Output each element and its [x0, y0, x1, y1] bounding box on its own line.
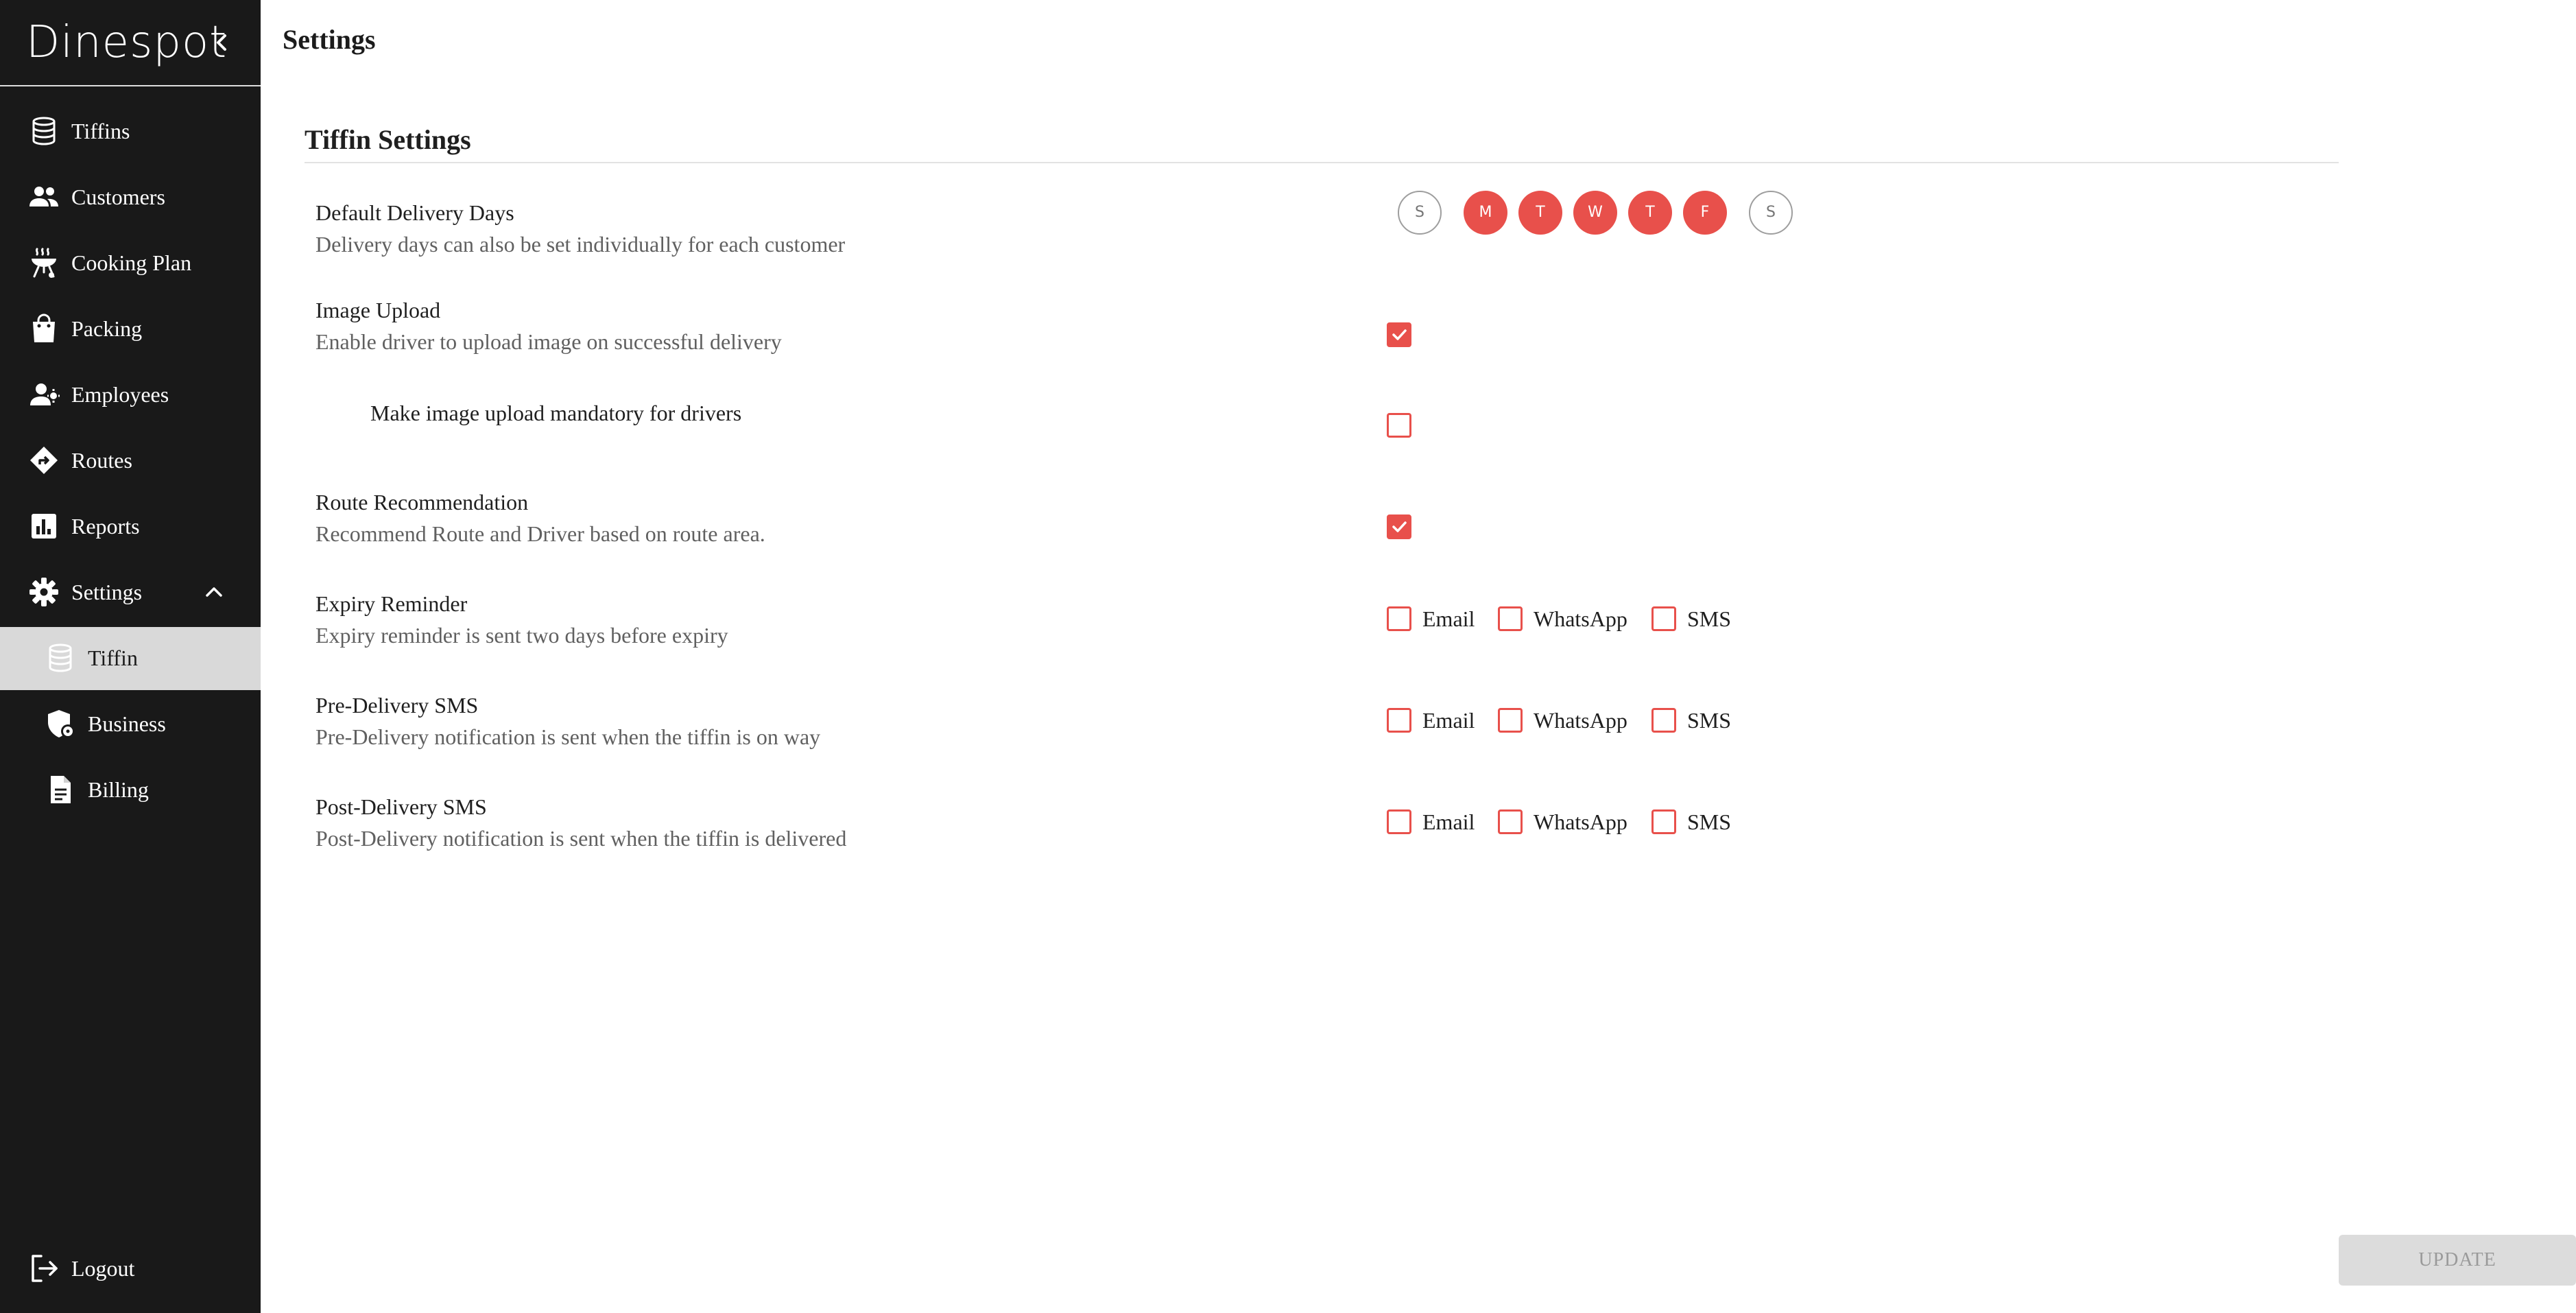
option-label: Email: [1422, 708, 1475, 733]
grill-icon: [27, 246, 60, 279]
day-toggle-monday[interactable]: M: [1464, 191, 1507, 235]
sms-checkbox[interactable]: [1651, 606, 1676, 631]
checkmark-icon: [1390, 326, 1408, 344]
email-checkbox[interactable]: [1387, 606, 1411, 631]
section-divider: [305, 162, 2339, 163]
setting-title: Expiry Reminder: [315, 591, 468, 616]
sidebar-item-label: Settings: [71, 580, 143, 604]
sidebar-item-label: Cooking Plan: [71, 250, 192, 275]
setting-title: Make image upload mandatory for drivers: [370, 401, 742, 425]
setting-title: Pre-Delivery SMS: [315, 693, 479, 718]
setting-description: Recommend Route and Driver based on route area.: [315, 521, 765, 546]
sidebar-subitem-billing[interactable]: [0, 759, 261, 820]
option-label: WhatsApp: [1534, 708, 1627, 733]
whatsapp-checkbox[interactable]: [1498, 606, 1523, 631]
setting-title: Image Upload: [315, 298, 441, 322]
route-recommendation-checkbox[interactable]: [1387, 514, 1411, 539]
day-toggle-sunday[interactable]: S: [1398, 191, 1442, 235]
sidebar-item-label: Tiffin: [88, 646, 138, 670]
collapse-sidebar-button[interactable]: [213, 26, 229, 59]
setting-description: Enable driver to upload image on successful delivery: [315, 329, 782, 354]
brand-header: [0, 0, 261, 86]
chevron-up-icon: [203, 581, 225, 603]
sidebar-subitem-tiffin[interactable]: [0, 627, 261, 690]
sidebar-item-label: Reports: [71, 514, 140, 539]
sidebar-item-label: Packing: [71, 316, 143, 341]
image-upload-checkbox[interactable]: [1387, 322, 1411, 347]
shopping-bag-icon: [27, 312, 60, 345]
sidebar-item-label: Tiffins: [71, 119, 130, 143]
gear-icon: [27, 576, 60, 608]
setting-description: Post-Delivery notification is sent when the tiffin is delivered: [315, 826, 847, 851]
tiffin-stack-icon: [44, 641, 77, 674]
sidebar-subitem-business[interactable]: [0, 693, 261, 755]
sidebar-item-routes[interactable]: [0, 429, 261, 491]
logout-button[interactable]: [0, 1238, 261, 1299]
section-title: Tiffin Settings: [305, 124, 471, 155]
email-checkbox[interactable]: [1387, 809, 1411, 834]
setting-description: Delivery days can also be set individually for each customer: [315, 232, 846, 257]
day-toggle-tuesday[interactable]: T: [1518, 191, 1562, 235]
dinespot-logo: Dinespot: [26, 17, 228, 68]
setting-description: Pre-Delivery notification is sent when the tiffin is on way: [315, 724, 821, 749]
option-label: SMS: [1687, 708, 1732, 733]
sidebar-item-label: Business: [88, 711, 166, 736]
update-button[interactable]: UPDATE: [2339, 1235, 2576, 1286]
setting-title: Route Recommendation: [315, 490, 529, 514]
shield-gear-icon: [44, 707, 77, 740]
employees-icon: [27, 378, 60, 411]
day-toggle-thursday[interactable]: T: [1628, 191, 1672, 235]
sidebar-item-customers[interactable]: [0, 166, 261, 228]
option-label: WhatsApp: [1534, 809, 1627, 834]
checkmark-icon: [1390, 518, 1408, 536]
bar-chart-icon: [27, 510, 60, 543]
sms-checkbox[interactable]: [1651, 809, 1676, 834]
people-icon: [27, 180, 60, 213]
option-label: WhatsApp: [1534, 606, 1627, 631]
tiffin-stack-icon: [27, 115, 60, 147]
logout-icon: [27, 1252, 60, 1285]
chevron-left-icon: [213, 26, 229, 59]
sidebar-item-packing[interactable]: [0, 298, 261, 359]
day-toggle-wednesday[interactable]: W: [1573, 191, 1617, 235]
sidebar-item-label: Employees: [71, 382, 169, 407]
sidebar-item-label: Billing: [88, 777, 149, 802]
setting-title: Post-Delivery SMS: [315, 794, 487, 819]
sidebar-item-label: Customers: [71, 185, 165, 209]
option-label: SMS: [1687, 809, 1732, 834]
day-toggle-friday[interactable]: F: [1683, 191, 1727, 235]
sidebar-item-label: Routes: [71, 448, 132, 473]
sidebar-item-employees[interactable]: [0, 364, 261, 425]
logout-label: Logout: [71, 1256, 135, 1281]
sidebar: [0, 0, 261, 1313]
sidebar-item-cooking-plan[interactable]: [0, 232, 261, 294]
document-icon: [44, 773, 77, 806]
image-upload-mandatory-checkbox[interactable]: [1387, 413, 1411, 438]
sms-checkbox[interactable]: [1651, 708, 1676, 733]
email-checkbox[interactable]: [1387, 708, 1411, 733]
directions-icon: [27, 444, 60, 477]
day-toggle-saturday[interactable]: S: [1749, 191, 1793, 235]
setting-title: Default Delivery Days: [315, 200, 514, 225]
setting-description: Expiry reminder is sent two days before expiry: [315, 623, 728, 648]
sidebar-item-settings[interactable]: [0, 561, 261, 623]
option-label: Email: [1422, 606, 1475, 631]
sidebar-item-reports[interactable]: [0, 495, 261, 557]
whatsapp-checkbox[interactable]: [1498, 708, 1523, 733]
page-title: Settings: [283, 24, 376, 55]
option-label: Email: [1422, 809, 1475, 834]
option-label: SMS: [1687, 606, 1732, 631]
sidebar-item-tiffins[interactable]: [0, 100, 261, 162]
main-content: [261, 0, 2496, 1313]
whatsapp-checkbox[interactable]: [1498, 809, 1523, 834]
